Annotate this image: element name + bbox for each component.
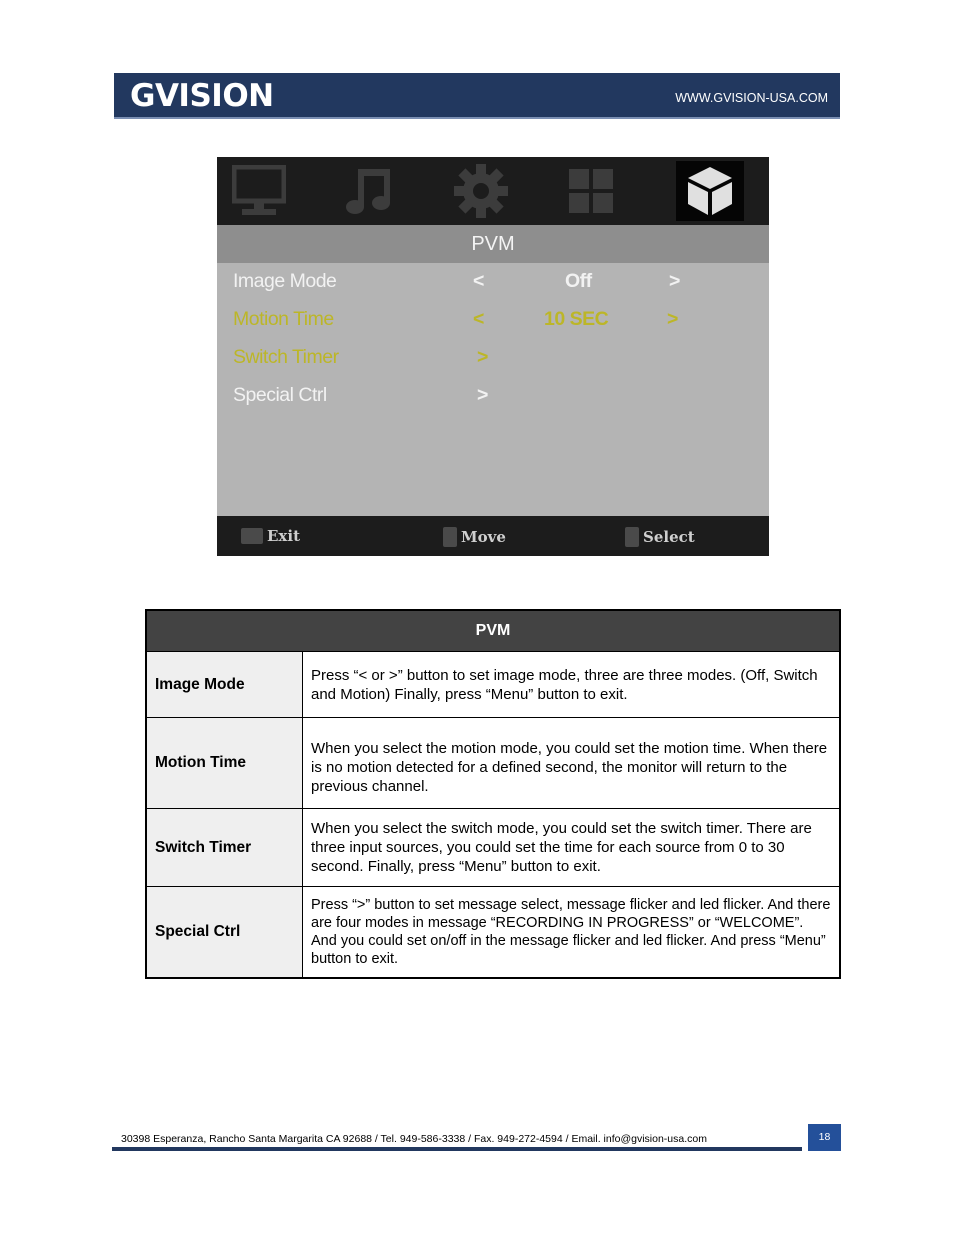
- music-icon: [337, 161, 405, 221]
- row-name: Image Mode: [146, 652, 303, 718]
- osd-footer-bar: [217, 516, 769, 556]
- osd-row-label: Special Ctrl: [233, 384, 327, 406]
- footer-address: 30398 Esperanza, Rancho Santa Margarita CA 92688 / Tel. 949-586-3338 / Fax. 949-272-4594 / Email. info@gvision-usa.com: [121, 1133, 707, 1145]
- up-down-key-icon: [443, 527, 457, 547]
- osd-move-hint: [443, 527, 506, 547]
- menu-key-icon: [241, 528, 263, 544]
- row-name: Special Ctrl: [146, 887, 303, 978]
- select-label: Select: [643, 528, 695, 546]
- row-name: Switch Timer: [146, 809, 303, 887]
- row-description: Press “>” button to set message select, message flicker and led flicker. And there are four modes in message “RECORDING IN PROGRESS” or “WELCOME”. And you could set on/off in the message flicker and led flicker. And press “Menu” button to exit.: [303, 887, 841, 978]
- exit-label: Exit: [267, 527, 301, 545]
- website-url: WWW.GVISION-USA.COM: [675, 91, 828, 105]
- table-header: PVM: [146, 610, 840, 652]
- row-description: When you select the switch mode, you could set the switch timer. There are three input sources, you could set the time for each source from 0 to 30 second. Finally, press “Menu” button to exit.: [303, 809, 841, 887]
- table-row: [146, 652, 840, 718]
- osd-title: PVM: [217, 225, 769, 263]
- left-arrow: <: [473, 270, 484, 292]
- row-name: Motion Time: [146, 718, 303, 809]
- right-arrow: >: [477, 346, 488, 368]
- right-arrow: >: [667, 308, 678, 330]
- osd-row-label: Switch Timer: [233, 346, 339, 368]
- row-description: When you select the motion mode, you could set the motion time. When there is no motion detected for a defined second, the monitor will return to the previous channel.: [303, 718, 841, 809]
- right-arrow: >: [477, 384, 488, 406]
- monitor-icon: [225, 161, 293, 221]
- table-row: [146, 887, 840, 978]
- table-header-row: [146, 610, 840, 652]
- osd-row-value: 10 SEC: [544, 308, 609, 330]
- table-row: [146, 809, 840, 887]
- osd-row-label: Image Mode: [233, 270, 337, 292]
- row-description: Press “< or >” button to set image mode, three are three modes. (Off, Switch and Motion) Finally, press “Menu” button to exit.: [303, 652, 841, 718]
- grid-icon: [557, 161, 625, 221]
- osd-exit-hint: [241, 527, 300, 545]
- table-row: [146, 718, 840, 809]
- up-down-key-icon: [625, 527, 639, 547]
- move-label: Move: [461, 528, 506, 546]
- pvm-table: [145, 609, 841, 979]
- gvision-logo: GVISION: [130, 78, 274, 114]
- osd-row-value: Off: [565, 270, 592, 292]
- cube-icon: [676, 161, 744, 221]
- osd-menu-screenshot: [217, 157, 769, 556]
- osd-icon-bar: [217, 157, 769, 225]
- gear-icon: [447, 161, 515, 221]
- header-banner: [114, 73, 840, 119]
- page-number: 18: [808, 1124, 841, 1151]
- osd-row-label: Motion Time: [233, 308, 334, 330]
- left-arrow: <: [473, 308, 484, 330]
- right-arrow: >: [669, 270, 680, 292]
- osd-select-hint: [625, 527, 695, 547]
- footer-rule: [112, 1147, 802, 1151]
